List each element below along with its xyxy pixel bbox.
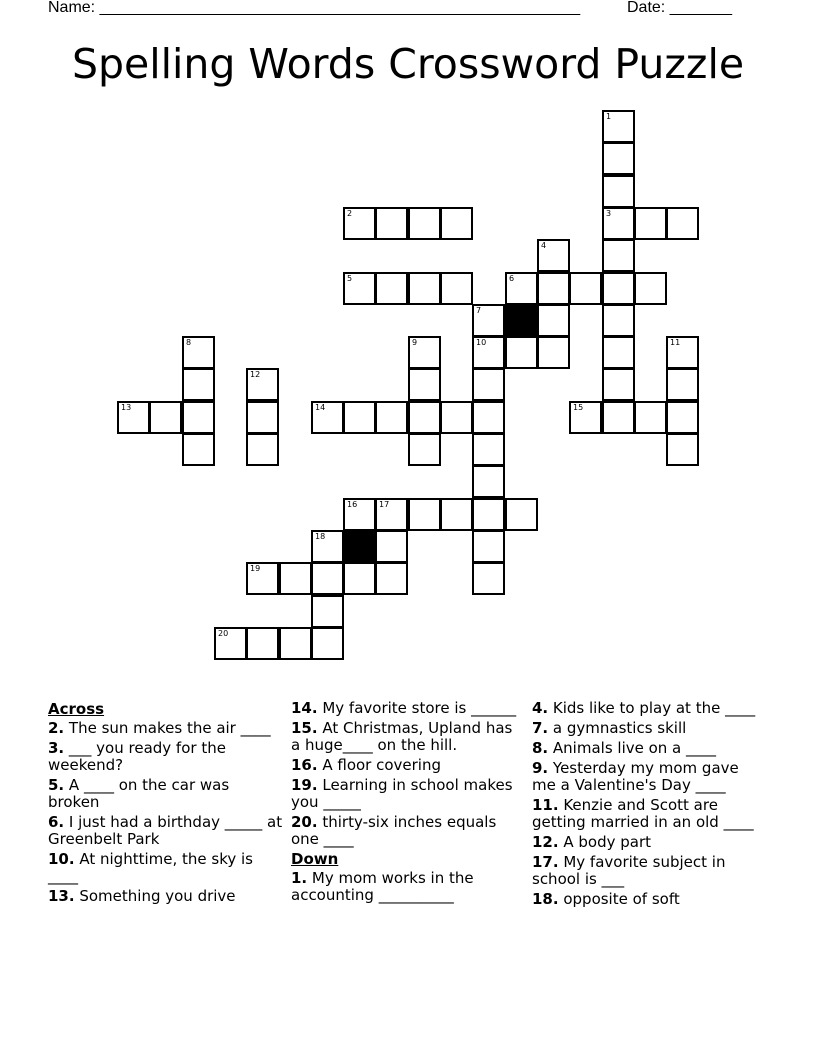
clue-column-1: [48, 700, 283, 908]
clue-across-15: [291, 720, 526, 754]
grid-cell[interactable]: [472, 433, 505, 466]
grid-cell[interactable]: [408, 498, 441, 531]
clue-down-8: [532, 740, 767, 757]
grid-cell[interactable]: [602, 336, 635, 369]
date-field-label: Date: _______: [627, 0, 732, 16]
grid-cell[interactable]: [375, 562, 408, 595]
clue-column-2: [291, 700, 526, 907]
clue-number: 14.: [291, 699, 318, 717]
clue-number-label: 1: [606, 112, 612, 121]
clue-number-label: 6: [509, 274, 515, 283]
grid-cell[interactable]: [279, 562, 312, 595]
grid-cell[interactable]: [505, 498, 538, 531]
page-title: Spelling Words Crossword Puzzle: [71, 40, 745, 88]
grid-cell[interactable]: [182, 433, 215, 466]
grid-cell[interactable]: [472, 401, 505, 434]
grid-cell[interactable]: [602, 239, 635, 272]
clue-number-label: 9: [412, 338, 418, 347]
grid-cell[interactable]: [472, 465, 505, 498]
clue-number-label: 3: [606, 209, 612, 218]
clue-across-13: [48, 888, 283, 905]
grid-cell[interactable]: [246, 368, 279, 401]
grid-cell[interactable]: [408, 207, 441, 240]
clue-across-5: [48, 777, 283, 811]
clue-number-label: 4: [541, 241, 547, 250]
clue-number: 2.: [48, 719, 65, 737]
grid-cell[interactable]: [440, 401, 473, 434]
grid-cell[interactable]: [472, 304, 505, 337]
grid-cell[interactable]: [440, 498, 473, 531]
clue-down-9: [532, 760, 767, 794]
clue-text: A ____ on the car was broken: [48, 776, 230, 811]
clue-text: A body part: [558, 833, 652, 851]
grid-cell[interactable]: [375, 498, 408, 531]
clue-across-16: [291, 757, 526, 774]
grid-block-cell: [505, 304, 538, 337]
down-heading: Down: [291, 850, 339, 868]
clue-number-label: 19: [250, 564, 261, 573]
clue-number-label: 5: [347, 274, 353, 283]
grid-cell[interactable]: [182, 336, 215, 369]
clue-text: Kids like to play at the ____: [548, 699, 756, 717]
clue-number: 1.: [291, 869, 308, 887]
clue-number: 5.: [48, 776, 65, 794]
clue-number-label: 15: [573, 403, 584, 412]
grid-cell[interactable]: [117, 401, 150, 434]
clue-across-2: [48, 720, 283, 737]
clue-text: My favorite store is ______: [317, 699, 517, 717]
grid-cell[interactable]: [602, 272, 635, 305]
clue-number: 18.: [532, 890, 559, 908]
grid-cell[interactable]: [666, 336, 699, 369]
clue-across-14: [291, 700, 526, 717]
grid-cell[interactable]: [311, 595, 344, 628]
clue-across-3: [48, 740, 283, 774]
grid-cell[interactable]: [537, 304, 570, 337]
grid-cell[interactable]: [246, 627, 279, 660]
clue-down-4: [532, 700, 767, 717]
grid-cell[interactable]: [375, 401, 408, 434]
grid-cell[interactable]: [537, 239, 570, 272]
grid-cell[interactable]: [246, 562, 279, 595]
grid-cell[interactable]: [279, 627, 312, 660]
grid-cell[interactable]: [602, 401, 635, 434]
clue-number-label: 14: [315, 403, 326, 412]
grid-cell[interactable]: [343, 562, 376, 595]
clue-down-11: [532, 797, 767, 831]
clue-number-label: 13: [121, 403, 132, 412]
clue-number-label: 8: [186, 338, 192, 347]
grid-cell[interactable]: [505, 272, 538, 305]
grid-cell[interactable]: [408, 433, 441, 466]
clue-number: 12.: [532, 833, 559, 851]
grid-cell[interactable]: [602, 142, 635, 175]
grid-cell[interactable]: [602, 207, 635, 240]
clue-number: 4.: [532, 699, 549, 717]
clue-text: Yesterday my mom gave me a Valentine's Day ____: [532, 759, 739, 794]
grid-cell[interactable]: [343, 498, 376, 531]
clue-across-10: [48, 851, 283, 885]
grid-block-cell: [343, 530, 376, 563]
grid-cell[interactable]: [311, 627, 344, 660]
grid-cell[interactable]: [343, 272, 376, 305]
clue-number-label: 16: [347, 500, 358, 509]
grid-cell[interactable]: [246, 433, 279, 466]
grid-cell[interactable]: [246, 401, 279, 434]
grid-cell[interactable]: [311, 401, 344, 434]
clue-text: I just had a birthday _____ at Greenbelt Park: [48, 813, 283, 848]
clue-number: 15.: [291, 719, 318, 737]
clue-number-label: 2: [347, 209, 353, 218]
grid-cell[interactable]: [375, 272, 408, 305]
clue-text: Learning in school makes you _____: [291, 776, 513, 811]
clue-number: 3.: [48, 739, 65, 757]
grid-cell[interactable]: [440, 207, 473, 240]
clue-number-label: 7: [476, 306, 482, 315]
clue-text: Something you drive: [74, 887, 236, 905]
clue-number-label: 10: [476, 338, 487, 347]
clue-number: 7.: [532, 719, 549, 737]
grid-cell[interactable]: [440, 272, 473, 305]
grid-cell[interactable]: [311, 562, 344, 595]
grid-cell[interactable]: [343, 401, 376, 434]
clue-down-7: [532, 720, 767, 737]
across-heading: Across: [48, 700, 105, 718]
clue-text: My mom works in the accounting __________: [291, 869, 474, 904]
grid-cell[interactable]: [408, 368, 441, 401]
clue-across-20: [291, 814, 526, 848]
clue-number: 9.: [532, 759, 549, 777]
clue-column-3: [532, 700, 767, 911]
grid-cell[interactable]: [149, 401, 182, 434]
clue-text: At nighttime, the sky is ____: [48, 850, 253, 885]
clue-number: 6.: [48, 813, 65, 831]
grid-cell[interactable]: [472, 498, 505, 531]
clue-down-18: [532, 891, 767, 908]
clue-number-label: 18: [315, 532, 326, 541]
grid-cell[interactable]: [602, 304, 635, 337]
clue-number: 19.: [291, 776, 318, 794]
grid-cell[interactable]: [666, 207, 699, 240]
grid-cell[interactable]: [505, 336, 538, 369]
grid-cell[interactable]: [537, 272, 570, 305]
clue-text: a gymnastics skill: [548, 719, 687, 737]
clue-number: 13.: [48, 887, 75, 905]
clue-number-label: 11: [670, 338, 681, 347]
clue-text: thirty-six inches equals one ____: [291, 813, 497, 848]
clue-number: 11.: [532, 796, 559, 814]
grid-cell[interactable]: [311, 530, 344, 563]
grid-cell[interactable]: [472, 336, 505, 369]
grid-cell[interactable]: [537, 336, 570, 369]
grid-cell[interactable]: [666, 401, 699, 434]
clue-text: ___ you ready for the weekend?: [48, 739, 226, 774]
grid-cell[interactable]: [472, 530, 505, 563]
grid-cell[interactable]: [634, 401, 667, 434]
grid-cell[interactable]: [408, 401, 441, 434]
grid-cell[interactable]: [408, 336, 441, 369]
grid-cell[interactable]: [666, 368, 699, 401]
grid-cell[interactable]: [634, 207, 667, 240]
grid-cell[interactable]: [602, 368, 635, 401]
grid-cell[interactable]: [634, 272, 667, 305]
clue-number: 10.: [48, 850, 75, 868]
clue-number-label: 12: [250, 370, 261, 379]
name-field-label: Name: ______________________________________________________: [48, 0, 581, 16]
clue-text: Kenzie and Scott are getting married in an old ____: [532, 796, 754, 831]
grid-cell[interactable]: [569, 401, 602, 434]
grid-cell[interactable]: [214, 627, 247, 660]
grid-cell[interactable]: [472, 562, 505, 595]
clue-text: My favorite subject in school is ___: [532, 853, 726, 888]
clue-text: A floor covering: [317, 756, 442, 774]
grid-cell[interactable]: [569, 272, 602, 305]
clue-number-label: 20: [218, 629, 229, 638]
clue-number: 20.: [291, 813, 318, 831]
clue-down-17: [532, 854, 767, 888]
grid-cell[interactable]: [602, 175, 635, 208]
grid-cell[interactable]: [602, 110, 635, 143]
grid-cell[interactable]: [472, 368, 505, 401]
clue-text: At Christmas, Upland has a huge____ on the hill.: [291, 719, 513, 754]
grid-cell[interactable]: [375, 207, 408, 240]
clue-down-12: [532, 834, 767, 851]
grid-cell[interactable]: [182, 401, 215, 434]
clue-text: opposite of soft: [558, 890, 680, 908]
clue-number: 16.: [291, 756, 318, 774]
grid-cell[interactable]: [375, 530, 408, 563]
grid-cell[interactable]: [408, 272, 441, 305]
clue-across-19: [291, 777, 526, 811]
grid-cell[interactable]: [182, 368, 215, 401]
clue-text: Animals live on a ____: [548, 739, 717, 757]
clue-across-6: [48, 814, 283, 848]
grid-cell[interactable]: [666, 433, 699, 466]
clue-number: 8.: [532, 739, 549, 757]
clue-number: 17.: [532, 853, 559, 871]
clue-down-1: [291, 870, 526, 904]
clue-number-label: 17: [379, 500, 390, 509]
grid-cell[interactable]: [343, 207, 376, 240]
clue-text: The sun makes the air ____: [64, 719, 271, 737]
